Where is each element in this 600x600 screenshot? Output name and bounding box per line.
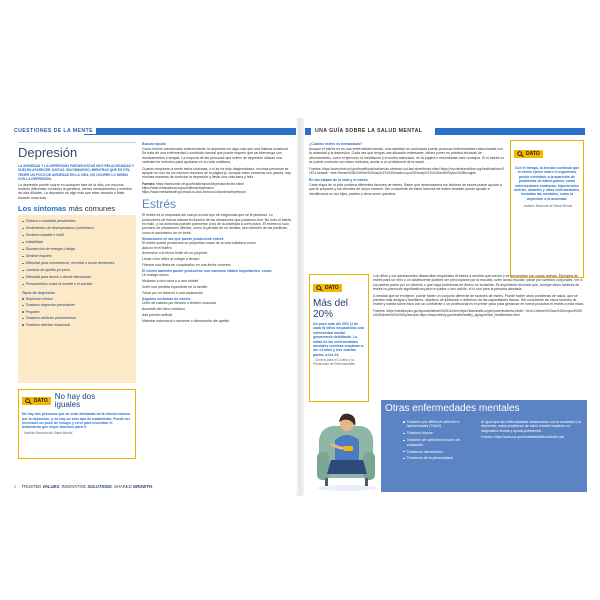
bullet-icon — [403, 440, 405, 442]
otras-item — [403, 438, 465, 447]
dato-box-right-2 — [309, 274, 369, 402]
tipo-item — [22, 310, 133, 314]
situaciones-list — [142, 246, 292, 268]
list-item-text: Trastorno de adicción/consumo de sustancias — [406, 438, 461, 447]
bullet-icon — [22, 228, 24, 230]
bullet-icon — [22, 298, 24, 300]
list-item-text: Tristeza o ansiedad persistentes — [25, 219, 76, 224]
otras-text: Al igual que las enfermedades relacionadas con la ansiedad y la depresión, estos problemas de salud mental requieren un diagnóstico formal y ayuda profesional. — [481, 420, 581, 433]
bullet-icon — [22, 270, 24, 272]
bullet-icon — [22, 277, 24, 279]
otras-fuentes: Fuentes: https://www.cdc.gov/mentalhealth/learn/index.htm — [481, 435, 565, 440]
otras-item — [403, 420, 465, 429]
right-header-bar — [435, 128, 585, 135]
symptom-item — [22, 275, 133, 279]
tipo-item — [22, 323, 133, 327]
list-item-text: Sentirse inquieto — [25, 254, 52, 259]
symptom-item — [22, 282, 133, 286]
cambio-item — [142, 273, 292, 277]
woman-in-armchair-illustration — [311, 404, 383, 492]
symptom-list — [22, 219, 133, 286]
fuentes-link-1[interactable]: https://www.nimh.nih.gov/health/topics/depression/index.shtml — [156, 181, 244, 186]
footer-text-6: GROWTH — [132, 484, 152, 489]
bullet-icon — [403, 421, 405, 423]
bullet-icon — [22, 221, 24, 223]
tipo-item — [22, 316, 133, 320]
footer-text-1: TRUSTED — [21, 484, 43, 489]
bullet-icon — [22, 324, 24, 326]
otras-right-block — [481, 420, 581, 439]
dato-box-left — [18, 389, 136, 459]
list-item-text: Posparto — [25, 309, 40, 314]
page-gutter — [296, 118, 304, 496]
situaciones-title: Situaciones en las que puede producirse estrés — [142, 237, 224, 242]
tipo-item — [22, 297, 133, 301]
list-item-text: Aumento del ritmo cardíaco — [142, 306, 185, 311]
dato-tag-right-2 — [313, 284, 342, 292]
symptom-item — [22, 261, 133, 265]
q-title: ¿Cuánto estrés es demasiado? — [309, 142, 363, 146]
dato-text-left: No hay dos personas que se vean afectadas de la misma manera por la depresión, y no hay un solo tipo de tratamiento. Puede ser necesario un poco de ensayo y error para encontrar el tratamiento que mejor funcione para ti. — [22, 412, 130, 430]
list-item-text: Un trabajo nuevo — [142, 273, 169, 278]
depresion-header-rule — [18, 142, 136, 160]
page-number-right: 7 — [577, 484, 580, 489]
dato-label-left: DATO — [34, 398, 48, 405]
sintomas-title-bold: Los síntomas — [18, 204, 67, 214]
otras-item — [403, 456, 465, 460]
dato-tag-left — [22, 397, 51, 405]
bullet-icon — [22, 284, 24, 286]
dato-box-right-1 — [510, 140, 584, 278]
footer-text-7: . — [151, 484, 154, 489]
dato-label-right-1: DATO — [526, 151, 540, 157]
otras-band — [381, 400, 587, 492]
cambios-list — [142, 273, 292, 295]
otras-item — [403, 431, 465, 435]
left-column-2 — [142, 142, 292, 324]
cambios-title: El estrés también puede producirse con cambios vitales importantes, como: — [142, 269, 273, 274]
intro-caps: LA ANSIEDAD Y LA DEPRESIÓN PUEDEN ESTAR MUY RELACIONADAS Y SUELEN APARECER JUNTAS. SIN EMBARGO, MIENTRAS QUE ES ÚTIL TENER UN POCO DE ANSIEDAD EN LA VIDA, NO OCURRE LO MISMO CON LA DEPRESIÓN. — [18, 164, 134, 182]
symptom-item — [22, 219, 133, 223]
cambio-item — [142, 279, 292, 283]
sintoma-estres-item — [142, 307, 292, 311]
bullet-icon — [22, 256, 24, 258]
q-text: Aunque el estrés no es una enfermedad mental, una cantidad no controlada puede provocar enfermedades relacionadas con la ansiedad y la depresión. Cada vez que tengas una situación estresante, debes poner en práctica técnicas de afrontamiento, como el ejercicio, la meditación y el sueño adecuado, en la página n encontrarás más consejos. Si el estrés no se puede controlar con estos métodos, acude a un profesional de la salud. — [309, 147, 505, 165]
etapas-fuentes: Fuentes: https://medlineplus.gov/spanish/article/000916.html https://kidshealth.org/en/parents/stress.html#:~:text=Children%20can%20respond%20to%20stress%20to%20preschool https://www.elderly.gov/health/healthy_aging/mental_health/stress.html — [373, 308, 583, 317]
situacion-item — [142, 251, 292, 255]
list-item-text: Llevar a los niños al colegio a tiempo — [142, 257, 200, 262]
dato-source-right-1: - Instituto Nacional de Salud Mental — [521, 204, 573, 209]
etapas-text-2: Los niños y los adolescentes desarrollan respuestas al estrés a medida que crecen y se encuentran con cosas nuevas. Ejemplos de estrés para un niño o un adolescente pueden ser preocuparse por la escuela, sufrir acoso escolar, pasar por cambios corporales, ver a los padres pasar por un divorcio o que haya problemas de dinero en la familia. Es importante recordar que, aunque estos factores de estrés no parezcan significativos para un padre o otro adulto, sí lo son para la persona afectada. — [373, 274, 583, 292]
estres-text: El estrés es la respuesta del cuerpo a todo tipo de exigencias que se le plantean. Lo productores de fuerza natural en función de las situaciones que podamos vivir. No todo el estrés es malo, y los síntomas pueden parecerse a los de la ansiedad a corto plazo. El estrés no solo proviene de situaciones difíciles, como la pérdida de un familiar, sino también de las positivas, como el nacimiento de un bebé. — [142, 213, 292, 235]
left-header: CUESTIONES DE LA MENTE — [14, 128, 96, 134]
sintomas-estres-title: Algunos síntomas de estrés: — [142, 296, 192, 301]
list-item-text: Pasar por un divorcio o una separación — [142, 290, 203, 295]
magnifier-icon — [316, 285, 323, 291]
list-item-text: Mudarse a otra casa o a otra ciudad — [142, 279, 199, 284]
sintomas-title-rest: más comunes — [68, 204, 116, 214]
dato2-text: Un poco más del 20% (1 de cada 5) niños ha padecido una enfermedad mental gravemente debilitante. La mitad de las enfermedades mentales crónicas empiezan a los 14 años y tres cuartas partes, a los 24. — [313, 322, 364, 357]
list-item-text: Trastorno disfórico premenstrual — [25, 316, 76, 321]
list-item-text: Pensamientos sobre la muerte o el suicidio — [25, 282, 93, 287]
sintoma-estres-item — [142, 313, 292, 317]
list-item-text: Disminución de energía o fatiga — [25, 247, 75, 252]
page-number-left: 6 — [14, 484, 17, 489]
etapas-continued — [373, 274, 585, 317]
list-item-text: Cambios de apetito y/o peso — [25, 268, 70, 273]
right-header-bar-left — [305, 128, 311, 135]
depresion-title: Depresión — [18, 145, 78, 160]
list-item-text: Trastornos de la personalidad — [406, 456, 453, 461]
dato-tag-right-1 — [514, 150, 543, 158]
left-column-1 — [18, 142, 136, 459]
left-page — [14, 122, 297, 492]
cambio-item — [142, 285, 292, 289]
list-item-text: Dolor de cabeza por tensión o tensión muscular — [142, 300, 217, 305]
magnifier-icon — [25, 398, 32, 404]
left-header-bar — [84, 128, 296, 135]
etapas-title: En las etapas de la vida y el estrés — [309, 177, 368, 182]
list-item-text: Trastorno bipolar — [406, 431, 433, 436]
symptom-item — [22, 254, 133, 258]
dato2-source: - Centros para el Control y la Prevención de Enfermedades — [313, 358, 355, 367]
tipo-item — [22, 303, 133, 307]
footer-text-2: VALUES — [42, 484, 60, 489]
list-item-text: Dificultad para dormir o dormir demasiado — [25, 275, 91, 280]
list-item-text: Trastorno por déficit de atención e hiperactividad (TDAH) — [406, 420, 460, 429]
list-item-text: Trastorno afectivo estacional — [25, 323, 71, 328]
right-page — [305, 122, 588, 492]
sintoma-estres-item — [142, 319, 292, 323]
list-item-text: Trastornos alimentarios — [406, 449, 443, 454]
estres-title: Estrés — [142, 197, 177, 212]
etapas-text-3: A medida que se envejece, puede haber un conjunto diferente de factores de estrés. Puede haber otros problemas de salud, que se pierdan más amigos y familiares, objetivos de jubilación o deterioro de las capacidades físicas. Ser consciente de estos factores de estrés y hablar sobre ellos con un confidente o un profesional es el primer paso para gestionar en forma proactiva el estrés a esta edad. — [373, 293, 584, 307]
list-item-text: Planear una fiesta de cumpleaños en una fecha concreta — [142, 263, 231, 268]
left-footer — [14, 484, 153, 489]
footer-text-5: . SHARED — [111, 484, 133, 489]
bullet-icon — [403, 433, 405, 435]
tipos-title: Tipos de depresión — [22, 290, 55, 295]
bullet-icon — [22, 318, 24, 320]
symptom-item — [22, 240, 133, 244]
situacion-item — [142, 246, 292, 250]
bullet-icon — [403, 451, 405, 453]
footer-text-3: . INNOVATIVE — [59, 484, 88, 489]
sintoma-estres-item — [142, 301, 292, 305]
list-item-text: Atasco en el tráfico — [142, 245, 172, 250]
dato-text-right-1: Con el tiempo, la tensión continua que el estrés ejerce sobre el organismo puede contribuir a la aparición de problemas de salud graves, como enfermedades cardíacas, hipertensión arterial, diabetes y otras enfermedades, incluidas las mentales, como la depresión o la ansiedad. — [514, 166, 580, 201]
list-item-text: Sufrir una pérdida importante en la familia — [142, 285, 207, 289]
symptom-item — [22, 226, 133, 230]
list-item-text: Sentirse culpable o inútil — [25, 233, 64, 238]
footer-text-4: SOLUTIONS — [87, 484, 112, 489]
right-header: UNA GUÍA SOBRE LA SALUD MENTAL — [315, 128, 423, 134]
intro-text: La depresión puede ocurrir en cualquier fase de la vida, por muchos motivos diferentes, incluidos la genética, ciertos medicamentos y eventos de vida difíciles. La depresión es algo más que estar decaído o triste durante unos días. — [18, 182, 132, 200]
otras-list — [403, 420, 465, 463]
list-item-text: Irritabilidad — [25, 240, 43, 245]
list-item-text: Dificultad para concentrarse, recordar o tomar decisiones — [25, 261, 115, 266]
symptoms-box — [18, 215, 136, 383]
bullet-icon — [22, 242, 24, 244]
tipos-list — [22, 297, 133, 328]
sintomas-estres-list — [142, 301, 292, 323]
list-item-text: Depresión clínica — [25, 296, 53, 301]
bullet-icon — [22, 311, 24, 313]
situacion-item — [142, 257, 292, 261]
sintomas-title — [18, 204, 136, 213]
otras-title: Otras enfermedades mentales — [385, 403, 520, 414]
situaciones-intro: El estrés puede producirse en pequeñas cosas de la vida cotidiana como: — [142, 241, 257, 246]
list-item-text: Malestar estomacal o aumento o disminución del apetito — [142, 318, 230, 323]
dato-label-right-2: DATO — [325, 285, 339, 291]
ayuda-text: Como hemos mencionado anteriormente, la depresión es algo más que una tristeza ocasional. Se trata de una enfermedad o condición mental que puede requerir que se intervenga con medicamentos o terapia. La mayoría de las personas que sufren de depresión utilizan una variedad de métodos para ayudarse en su vida cotidiana. — [142, 147, 289, 165]
dato-source-left: - Instituto Nacional de Salud Mental — [22, 430, 73, 435]
ayuda-text-2: Cuando empiezan a sentir estos síntomas, o si se ha sido diagnosticado, muchas personas se apoyan en uno de los muchos recursos de la página jn. Aunque estos síntomas son graves, hay muchas maneras de controlar la depresión y llevar una vida sana y feliz. — [142, 166, 291, 180]
fuentes-label: Fuentes: — [142, 181, 156, 186]
cambio-item — [142, 291, 292, 295]
symptom-item — [22, 268, 133, 272]
bullet-icon — [22, 263, 24, 265]
situacion-item — [142, 263, 292, 267]
list-item-text: Sentimientos de desesperanza o pesimismo — [25, 226, 95, 231]
bullet-icon — [22, 249, 24, 251]
list-item-text: Trastorno depresivo persistente — [25, 303, 75, 308]
list-item-text: Acercarse a la fecha límite de un proyecto — [142, 251, 208, 256]
ayuda-title: Buscar ayuda — [142, 142, 166, 146]
bullet-icon — [22, 305, 24, 307]
dato-row — [22, 393, 132, 409]
fuentes-link-3[interactable]: https://www.mentalhealth.gov/what-to-look-for/mood-disorders/depression — [142, 190, 246, 195]
dato2-headline: Más del 20% — [313, 298, 349, 320]
magnifier-icon — [517, 151, 524, 157]
fuentes-link-2[interactable]: https://www.mhanational.org/conditions/depression — [142, 185, 214, 190]
symptom-item — [22, 247, 133, 251]
bullet-icon — [22, 235, 24, 237]
q-fuentes: Fuentes: https://www.nimh.nih.gov/health/publications/so-stressed-out-fact-sheet/index.shtml https://my.clevelandclinic.org/health/articles/11874-stress#:~:text=Stress%20is%20the%20body%27s%20reaction,you%20body%27s%20and%20your%20thoughts — [309, 166, 505, 175]
fuentes-block — [142, 182, 292, 194]
symptom-item — [22, 233, 133, 237]
bullet-icon — [403, 458, 405, 460]
right-column-main — [309, 142, 505, 196]
otras-item — [403, 450, 465, 454]
list-item-text: Alta presión arterial — [142, 312, 173, 317]
dato-headline-left: No hay dos iguales — [54, 392, 96, 410]
etapas-text: Cada etapa de la vida conlleva diferentes factores de estrés. Saber qué desencadena tus factores de estrés puede ayudar a que te prepares y los afrontes de mejor manera. Ser consciente de estos factores de estrés también puede ayudar a identificarlos en tus hijos, padres y otros seres queridos. — [309, 182, 502, 196]
